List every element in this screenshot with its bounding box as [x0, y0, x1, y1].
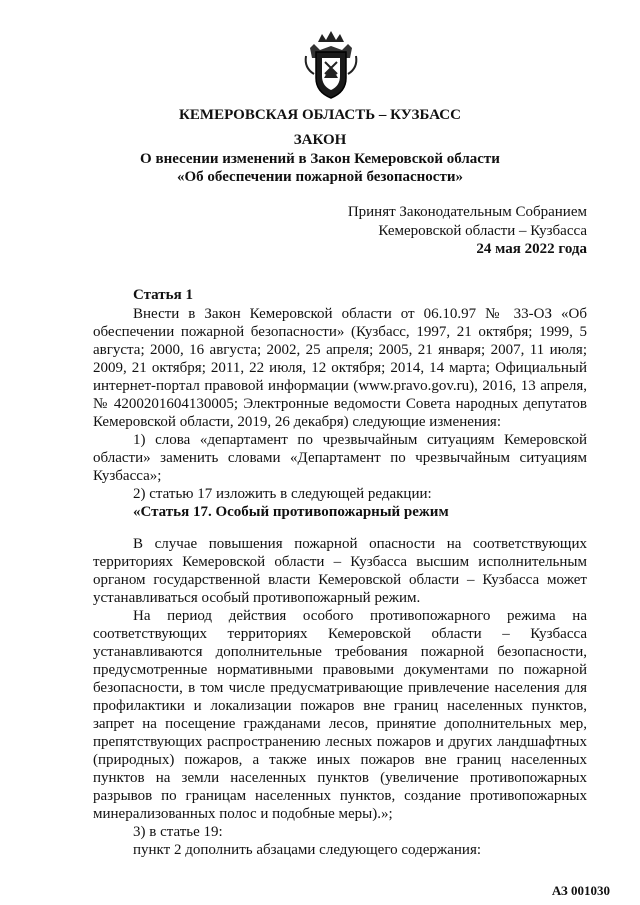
adoption-line-2: Кемеровской области – Кузбасса: [378, 223, 587, 239]
article-17-paragraph-2: На период действия особого противопожарного режима на соответствующих территориях Кемеровской области – Кузбасса устанавливаются дополнительные требования пожарной безопасности, предусмотренные нормативными правовыми документами по пожарной безопасности, в том числе предусматривающие привлечение населения для профилактики и локализации пожаров вне границ населенных пунктов, запрет на посещение гражданами лесов, принятие дополнительных мер, препятствующих распространению лесных пожаров и других ландшафтных (природных) пожаров, а также иных пожаров вне границ населенных пунктов на земли населенных пунктов (увеличение противопожарных разрывов по границам населенных пунктов, создание противопожарных минерализованных полос и подобные меры).»;: [93, 608, 587, 822]
amendment-item-3-subpoint: пункт 2 дополнить абзацами следующего содержания:: [133, 842, 482, 858]
article-1-body: [93, 305, 587, 859]
adoption-line-1: Принят Законодательным Собранием: [347, 204, 587, 220]
title-line-1: О внесении изменений в Закон Кемеровской области: [140, 151, 500, 167]
adoption-date: 24 мая 2022 года: [476, 241, 587, 257]
article-17-heading: «Статья 17. Особый противопожарный режим: [133, 504, 449, 520]
coat-of-arms-icon: [300, 28, 362, 100]
article-1-intro: Внести в Закон Кемеровской области от 06.10.97 № 33-ОЗ «Об обеспечении пожарной безопасности» (Кузбасс, 1997, 21 октября; 1999, 5 августа; 2000, 16 августа; 2002, 25 апреля; 2005, 21 января; 2007, 11 июля; 2009, 21 октября; 2011, 22 июля, 12 октября; 2014, 14 марта; Официальный интернет-портал правовой информации (www.pravo.gov.ru), 2016, 13 апреля, № 4200201604130005; Электронные ведомости Совета народных депутатов Кемеровской области, 2019, 26 декабря) следующие изменения:: [93, 306, 587, 430]
article-1-heading: Статья 1: [133, 287, 193, 303]
document-serial-code: АЗ 001030: [551, 883, 610, 898]
region-name: КЕМЕРОВСКАЯ ОБЛАСТЬ – КУЗБАСС: [179, 107, 461, 123]
amendment-item-1: 1) слова «департамент по чрезвычайным ситуациям Кемеровской области» заменить словами «Департамент по чрезвычайным ситуациям Кузбасса»;: [93, 432, 587, 484]
title-line-2: «Об обеспечении пожарной безопасности»: [177, 169, 463, 185]
article-17-paragraph-1: В случае повышения пожарной опасности на соответствующих территориях Кемеровской области – Кузбасса высшим исполнительным органом государственной власти Кемеровской области – Кузбасса может устанавливаться особый противопожарный режим.: [93, 536, 587, 606]
document-type: ЗАКОН: [293, 132, 347, 148]
amendment-item-2: 2) статью 17 изложить в следующей редакции:: [133, 486, 432, 502]
amendment-item-3: 3) в статье 19:: [133, 824, 223, 840]
